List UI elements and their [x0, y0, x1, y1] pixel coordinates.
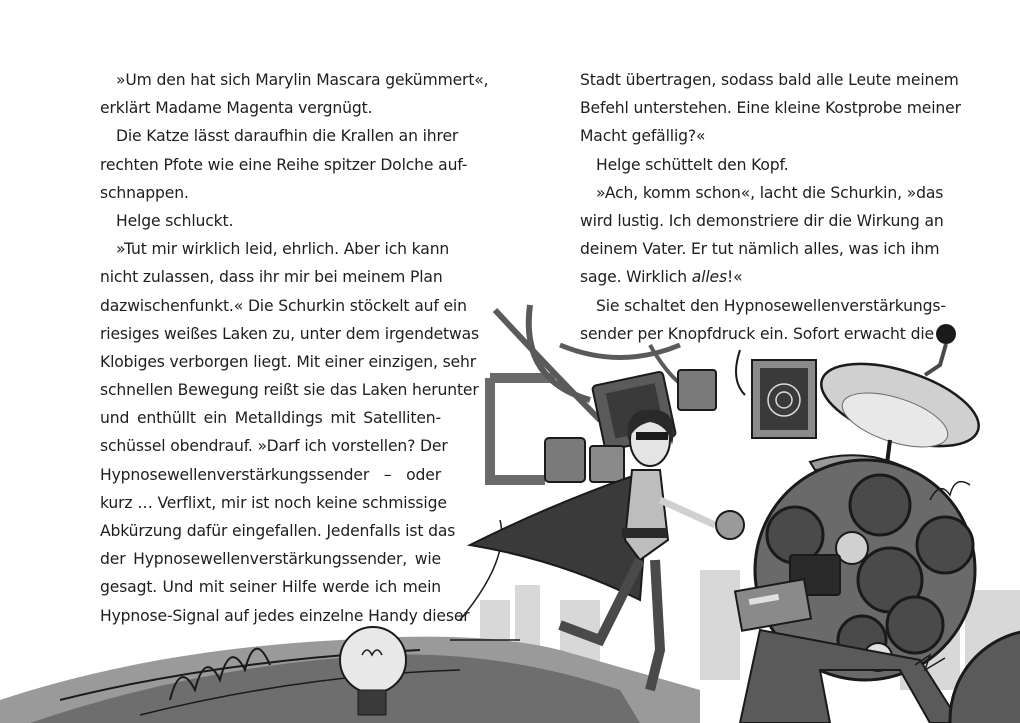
text-line: [580, 151, 934, 179]
text-line: [100, 179, 441, 207]
right-text-column: [580, 66, 961, 348]
text-line-content: wird lustig. Ich demonstriere dir die Wirkung an: [580, 211, 944, 230]
text-line-content: Abkürzung dafür eingefallen. Jedenfalls ist das: [100, 522, 456, 540]
text-line: [580, 179, 944, 207]
text-line: [580, 235, 940, 263]
text-line: [100, 489, 447, 517]
text-line-content: riesiges weißes Laken zu, unter dem irgendetwas: [100, 324, 479, 343]
text-line: [100, 207, 441, 235]
text-line-content: nicht zulassen, dass ihr mir bei meinem Plan: [100, 268, 443, 287]
text-line: [100, 94, 441, 122]
text-line-content: dazwischenfunkt.« Die Schurkin stöckelt auf ein: [100, 296, 467, 315]
text-line: [100, 602, 470, 630]
text-line-content: Klobiges verborgen liegt. Mit einer einzigen, sehr: [100, 352, 476, 371]
text-line-content: Macht gefällig?«: [580, 127, 706, 146]
text-line-content: gesagt. Und mit seiner Hilfe werde ich mein: [100, 578, 441, 597]
text-line: [100, 151, 468, 179]
text-line: [580, 320, 934, 348]
text-line-content: rechten Pfote wie eine Reihe spitzer Dolche auf-: [100, 155, 468, 174]
text-line-content: Sie schaltet den Hypnosewellenverstärkungs-: [596, 296, 946, 315]
text-line-content: Hypnose-Signal auf jedes einzelne Handy dieser: [100, 606, 470, 625]
text-line-content: Hypnosewellenverstärkungssender – oder: [100, 465, 441, 484]
text-line: [580, 94, 961, 122]
right-page: [510, 0, 1020, 723]
text-line-content: Befehl unterstehen. Eine kleine Kostprobe meiner: [580, 99, 961, 118]
text-line: [100, 235, 450, 263]
text-line: [100, 348, 476, 376]
text-line-content: schüssel obendrauf. »Darf ich vorstellen? Der: [100, 437, 448, 456]
text-line-content: schnappen.: [100, 183, 189, 202]
text-line-content: »Ach, komm schon«, lacht die Schurkin, »das: [596, 183, 944, 202]
text-line: [580, 122, 934, 150]
text-line-content: erklärt Madame Magenta vergnügt.: [100, 99, 373, 118]
text-line-content: der Hypnosewellenverstärkungssender, wie: [100, 550, 441, 569]
text-line: [100, 517, 456, 545]
text-line-content: und enthüllt ein Metalldings mit Satelliten-: [100, 409, 441, 428]
text-line: [100, 404, 441, 432]
left-text-column: [100, 66, 489, 630]
text-line: [100, 376, 479, 404]
text-line-content: Helge schüttelt den Kopf.: [596, 155, 789, 174]
text-line: [580, 66, 959, 94]
text-line: [100, 292, 467, 320]
text-line: [580, 292, 946, 320]
text-line-content: deinem Vater. Er tut nämlich alles, was ich ihm: [580, 240, 940, 259]
text-line: [100, 320, 479, 348]
text-line: [100, 66, 489, 94]
text-line: [100, 122, 459, 150]
text-line-content: sage. Wirklich: [580, 268, 692, 287]
text-line-content: kurz … Verflixt, mir ist noch keine schmissige: [100, 493, 447, 512]
text-line: [100, 545, 441, 573]
text-line: [100, 432, 448, 460]
text-line-content: Helge schluckt.: [116, 211, 234, 230]
text-line-content: »Um den hat sich Marylin Mascara gekümmert«,: [116, 71, 489, 89]
text-line-content: sender per Knopfdruck ein. Sofort erwacht die: [580, 324, 934, 343]
text-line-content: schnellen Bewegung reißt sie das Laken herunter: [100, 381, 479, 400]
italic-emphasis: alles: [691, 268, 727, 287]
text-line-content: »Tut mir wirklich leid, ehrlich. Aber ich kann: [116, 240, 450, 259]
text-line: [580, 207, 944, 235]
text-line-content: Die Katze lässt daraufhin die Krallen an ihrer: [116, 127, 459, 146]
text-line: [580, 263, 934, 291]
text-line: [100, 573, 441, 601]
text-line-content: Stadt übertragen, sodass bald alle Leute meinem: [580, 71, 959, 89]
text-line: [100, 263, 441, 291]
text-line: [100, 461, 441, 489]
text-line-suffix: !«: [726, 268, 743, 287]
